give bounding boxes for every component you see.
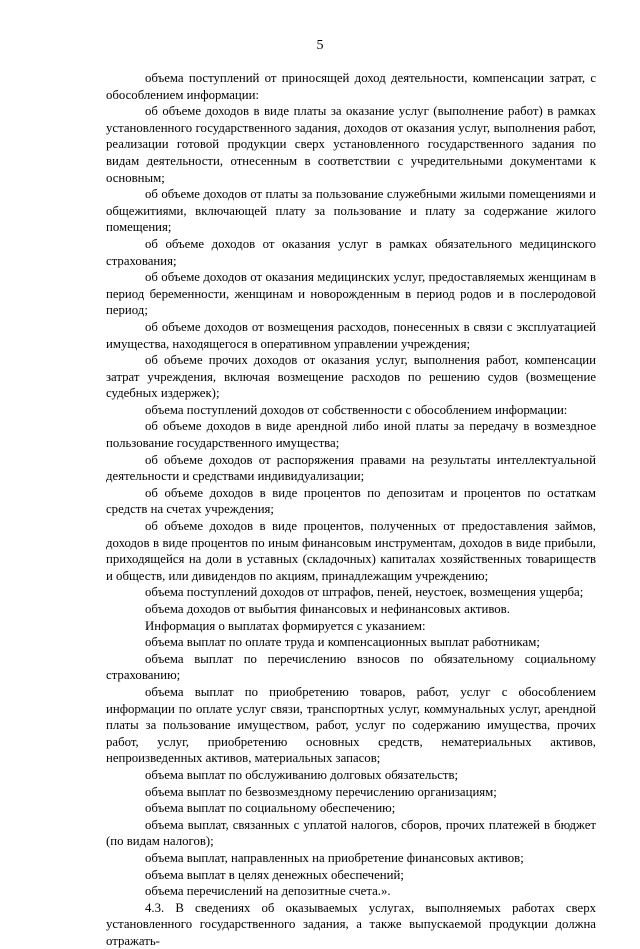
- paragraph: объема поступлений доходов от собственности с обособлением информации:: [145, 402, 568, 417]
- paragraph: объема выплат по безвозмездному перечислению организациям;: [145, 784, 497, 799]
- paragraph: объема выплат по приобретению товаров, работ, услуг с обособлением информации по оплате услуг связи, транспортных услуг, коммунальных услуг, арендной платы за пользование имуществом, работ, услуг по содержанию имущества, прочих работ, услуг, приобретению основных средств, нематериальных активов, непроизведенных активов, материальных запасов;: [106, 684, 596, 766]
- paragraph: об объеме доходов от распоряжения правами на результаты интеллектуальной деятельности и средствами индивидуализации;: [106, 452, 596, 484]
- paragraph: объема выплат по обслуживанию долговых обязательств;: [145, 767, 459, 782]
- paragraph: объема выплат, направленных на приобретение финансовых активов;: [145, 850, 524, 865]
- paragraph: об объеме доходов в виде платы за оказание услуг (выполнение работ) в рамках установленного государственного задания, доходов от оказания услуг, выполнения работ, реализации готовой продукции сверх установленного государственного задания по видам деятельности, отнесенным в соответствии с учредительными документами к основным;: [106, 104, 596, 185]
- paragraph: объема выплат по оплате труда и компенсационных выплат работникам;: [145, 635, 540, 650]
- paragraph: объема выплат в целях денежных обеспечений;: [145, 867, 404, 882]
- paragraph: об объеме доходов от оказания медицинских услуг, предоставляемых женщинам в период беременности, женщинам и новорожденным в период родов и в послеродовой период;: [106, 270, 596, 318]
- document-body: [106, 70, 596, 949]
- paragraph: объема выплат, связанных с уплатой налогов, сборов, прочих платежей в бюджет (по видам налогов);: [106, 817, 596, 849]
- paragraph: 4.3. В сведениях об оказываемых услугах, выполняемых работах сверх установленного государственного задания, а также выпускаемой продукции должна отражать-: [106, 900, 596, 948]
- paragraph: об объеме доходов от оказания услуг в рамках обязательного медицинского страхования;: [106, 236, 596, 268]
- paragraph: об объеме доходов в виде арендной либо иной платы за передачу в возмездное пользование государственного имущества;: [106, 419, 596, 451]
- paragraph: об объеме доходов в виде процентов, полученных от предоставления займов, доходов в виде процентов по иным финансовым инструментам, доходов в виде прибыли, приходящейся на доли в уставных (складочных) капиталах хозяйственных товариществ и обществ, или дивидендов по акциям, принадлежащим учреждению;: [106, 519, 596, 583]
- paragraph: об объеме доходов от платы за пользование служебными жилыми помещениями и общежитиями, включающей плату за пользование и плату за содержание жилого помещения;: [106, 187, 596, 235]
- paragraph: об объеме прочих доходов от оказания услуг, выполнения работ, компенсации затрат учреждения, включая возмещение расходов по решению судов (возмещение судебных издержек);: [106, 353, 596, 401]
- paragraph: объема доходов от выбытия финансовых и нефинансовых активов.: [145, 602, 510, 616]
- page-number: 5: [316, 38, 324, 53]
- paragraph: Информация о выплатах формируется с указанием:: [145, 618, 426, 633]
- paragraph: об объеме доходов в виде процентов по депозитам и процентов по остаткам средств на счетах учреждения;: [106, 485, 596, 517]
- paragraph: объема выплат по перечислению взносов по обязательному социальному страхованию;: [106, 651, 596, 683]
- paragraph: об объеме доходов от возмещения расходов, понесенных в связи с эксплуатацией имущества, находящегося в оперативном управлении учреждения;: [106, 319, 596, 351]
- paragraph: объема поступлений от приносящей доход деятельности, компенсации затрат, с обособлением информации:: [106, 71, 596, 102]
- paragraph: объема выплат по социальному обеспечению;: [145, 801, 396, 816]
- paragraph: объема поступлений доходов от штрафов, пеней, неустоек, возмещения ущерба;: [145, 585, 584, 600]
- paragraph: объема перечислений на депозитные счета.».: [145, 884, 391, 899]
